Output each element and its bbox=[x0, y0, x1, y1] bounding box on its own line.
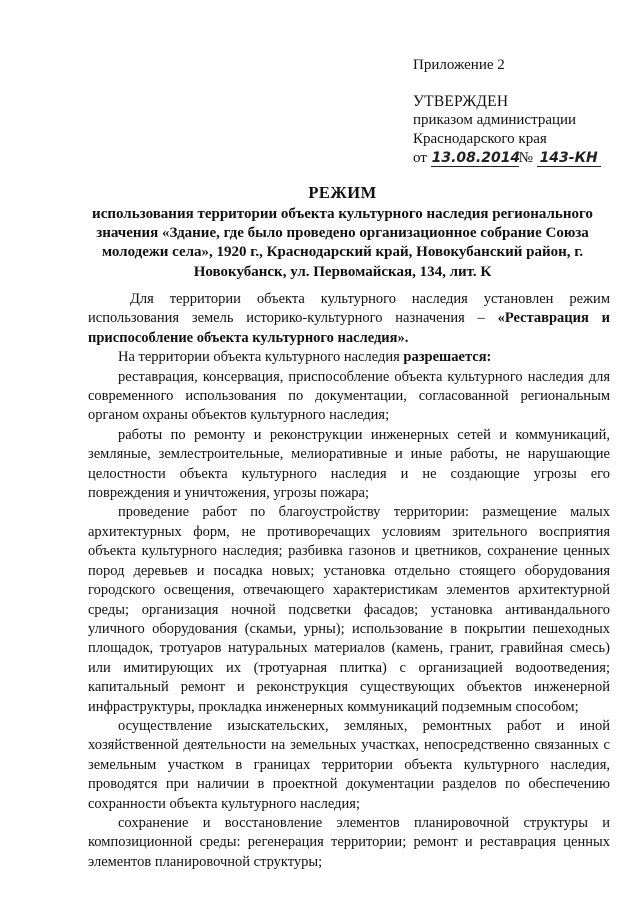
number-sign: № bbox=[518, 150, 533, 166]
list-item: проведение работ по благоустройству территории: размещение малых архитектурных форм, не противоречащих условиям зрительного восприятия объекта культурного наследия; разбивка газонов и цветников, сохранение ценных пород деревьев и посадка новых; установка отдельно стоящего оборудования городского освещения, отвечающего характеристикам элементов архитектурной среды; организация ночной подсветки фасадов; установка антивандального уличного оборудования (скамьи, урны); использование в покрытии пешеходных площадок, тротуаров натуральных материалов (камень, гранит, гравийная смесь) или имитирующих их (тротуарная плитка) с организацией водоотведения; капитальный ремонт и реконструкция существующих объектов инженерной инфраструктуры, прокладка инженерных коммуникаций подземным способом; bbox=[88, 504, 610, 715]
handwritten-order-number: 143-КН bbox=[537, 151, 601, 167]
approval-line-1: приказом администрации bbox=[413, 112, 577, 128]
intro-text: Для территории объекта культурного наследия установлен режим использования земель историко-культурного назначения – bbox=[88, 291, 610, 327]
permitted-heading-bold: разрешается: bbox=[403, 349, 492, 366]
list-item: сохранение и восстановление элементов планировочной структуры и композиционной среды: регенерация территории; ремонт и реставрация ценных элементов планировочной структуры; bbox=[88, 814, 610, 870]
from-label: от bbox=[413, 150, 427, 166]
intro-paragraph bbox=[88, 290, 610, 348]
list-item: реставрация, консервация, приспособление объекта культурного наследия для современного использования по документации, согласованной региональным органом охраны объектов культурного наследия; bbox=[88, 368, 610, 424]
permitted-heading-text: На территории объекта культурного наследия bbox=[118, 349, 404, 366]
document-body bbox=[88, 290, 610, 872]
order-line bbox=[413, 149, 628, 168]
approval-line-2: Краснодарского края bbox=[413, 131, 547, 147]
appendix-label: Приложение 2 bbox=[413, 57, 505, 73]
approval-block bbox=[413, 56, 628, 168]
handwritten-date: 13.08.2014 bbox=[431, 150, 521, 166]
permitted-heading-paragraph bbox=[88, 348, 610, 367]
document-title: РЕЖИМ bbox=[308, 183, 377, 202]
approved-stamp-text: УТВЕРЖДЕН bbox=[413, 93, 509, 110]
intro-bold-regime: «Реставрация и приспособление объекта культурного наследия». bbox=[88, 310, 610, 346]
document-subtitle: использования территории объекта культурного наследия регионального значения «Здание, где было проведено организационное собрание Союза молодежи села», 1920 г., Краснодарский край, Новокубанский район, г. Новокубанск, ул. Первомайская, 134, лит. К bbox=[92, 206, 593, 280]
list-item: работы по ремонту и реконструкции инженерных сетей и коммуникаций, земляные, землестроительные, мелиоративные и иные работы, не нарушающие целостности объекта культурного наследия и не создающие угрозы его повреждения и уничтожения, угрозы пожара; bbox=[88, 426, 610, 502]
list-item: осуществление изыскательских, земляных, ремонтных работ и иной хозяйственной деятельности на земельных участках, непосредственно связанных с земельным участком в границах территории объекта культурного наследия, проводятся при наличии в проектной документации разделов по обеспечению сохранности объекта культурного наследия; bbox=[88, 717, 610, 812]
document-heading bbox=[80, 183, 605, 282]
